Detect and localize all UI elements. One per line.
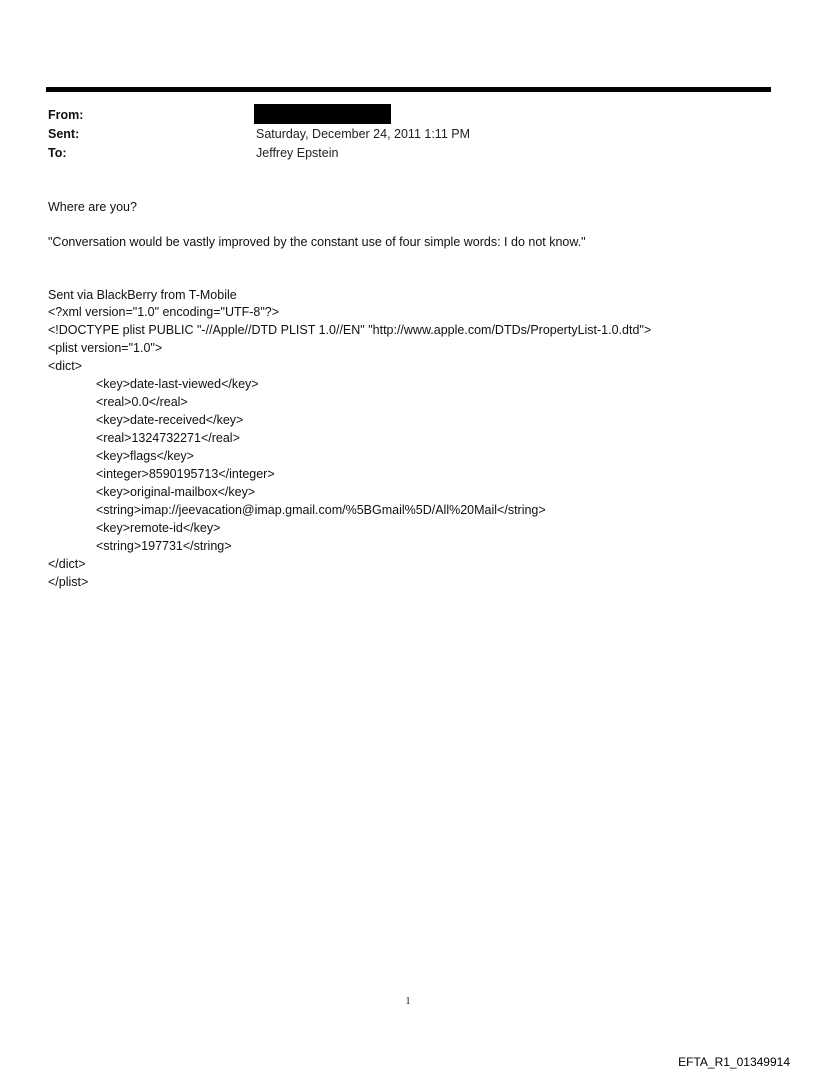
dict-line: <key>date-received</key>: [96, 413, 244, 427]
doctype-line: <!DOCTYPE plist PUBLIC "-//Apple//DTD PLIST 1.0//EN" "http://www.apple.com/DTDs/PropertyList-1.0.dtd">: [48, 323, 652, 337]
dict-line: <integer>8590195713</integer>: [96, 467, 275, 481]
plist-close: </plist>: [48, 575, 89, 589]
dict-line: <string>imap://jeevacation@imap.gmail.com/%5BGmail%5D/All%20Mail</string>: [96, 503, 546, 517]
dict-open: <dict>: [48, 359, 83, 373]
dict-close: </dict>: [48, 557, 86, 571]
dict-line: <real>1324732271</real>: [96, 431, 240, 445]
to-value: Jeffrey Epstein: [256, 146, 339, 160]
signature-text: Sent via BlackBerry from T-Mobile: [48, 288, 237, 302]
dict-line: <key>date-last-viewed</key>: [96, 377, 259, 391]
xml-declaration: <?xml version="1.0" encoding="UTF-8"?>: [48, 305, 280, 319]
dict-line: <string>197731</string>: [96, 539, 232, 553]
header-rule: [46, 87, 771, 92]
redacted-sender: [254, 104, 391, 124]
to-label: To:: [48, 146, 67, 160]
document-id: EFTA_R1_01349914: [678, 1055, 790, 1069]
greeting-text: Where are you?: [48, 200, 137, 214]
sent-label: Sent:: [48, 127, 80, 141]
sent-value: Saturday, December 24, 2011 1:11 PM: [256, 127, 471, 141]
page-number: 1: [405, 996, 411, 1007]
quote-text: "Conversation would be vastly improved by the constant use of four simple words: I do not know.": [48, 235, 586, 249]
dict-line: <key>flags</key>: [96, 449, 194, 463]
plist-open: <plist version="1.0">: [48, 341, 163, 355]
dict-line: <real>0.0</real>: [96, 395, 188, 409]
dict-line: <key>original-mailbox</key>: [96, 485, 256, 499]
from-label: From:: [48, 108, 84, 122]
dict-line: <key>remote-id</key>: [96, 521, 221, 535]
